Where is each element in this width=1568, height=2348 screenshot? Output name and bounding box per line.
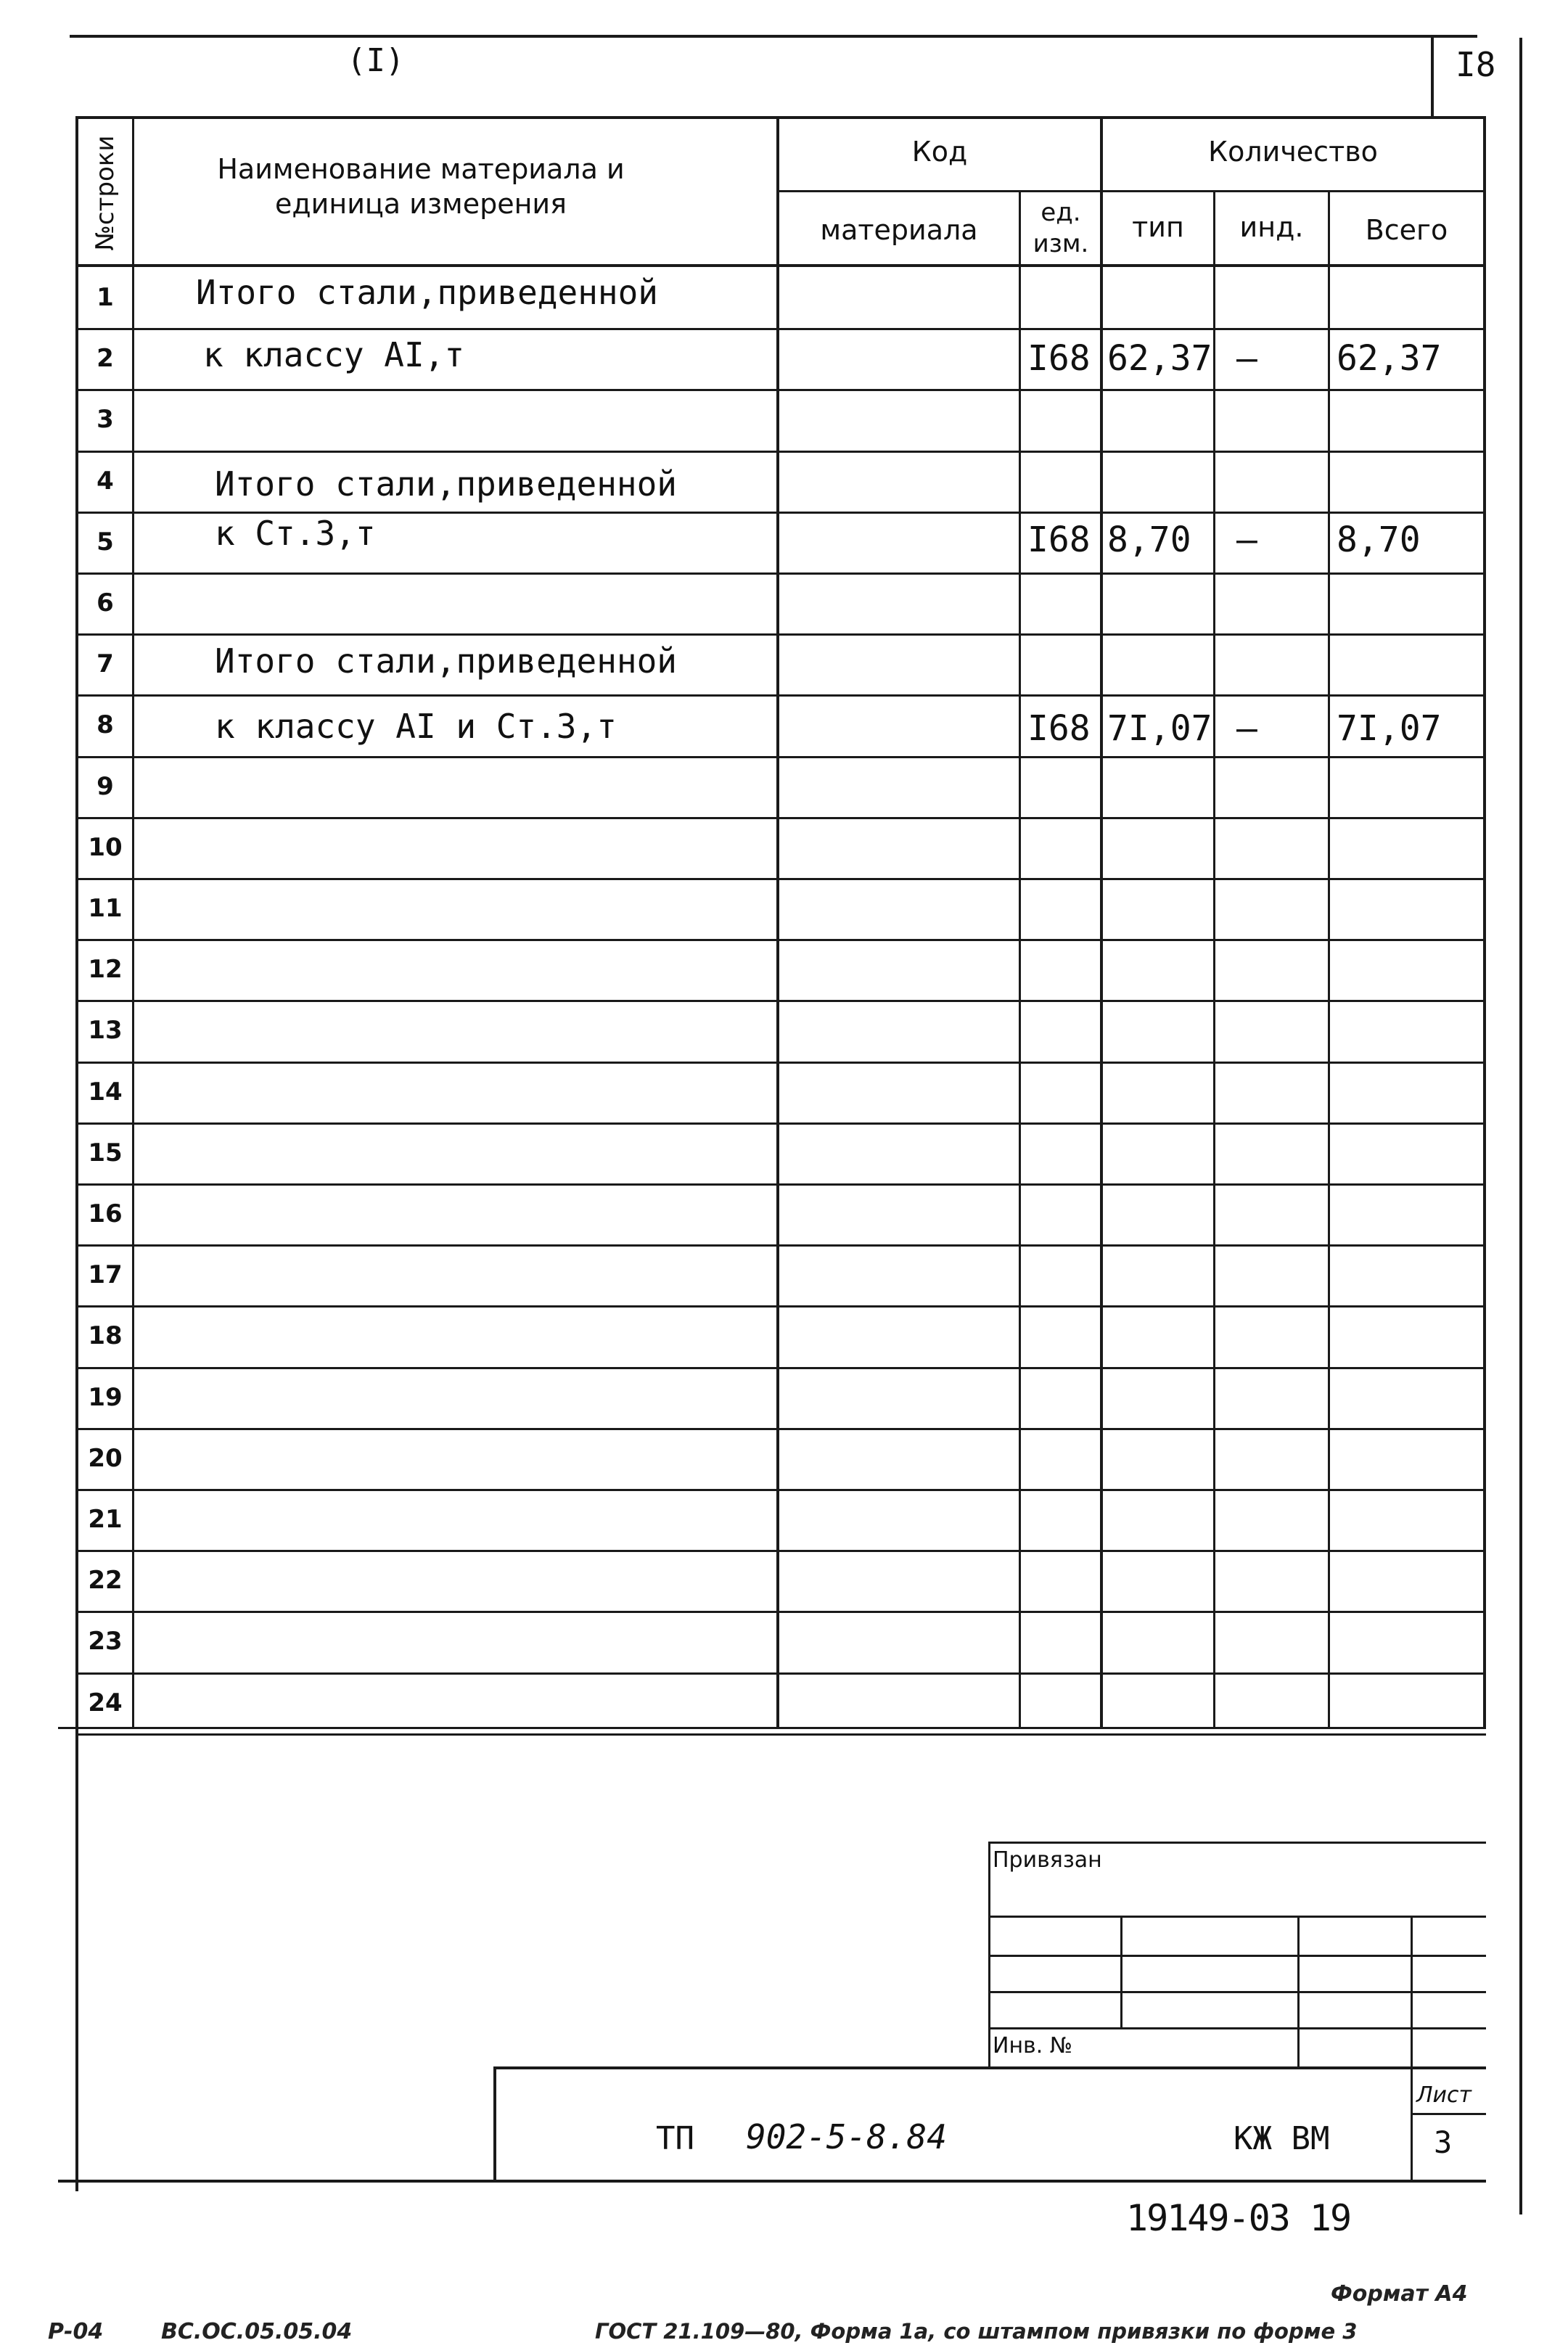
row-separator [75,756,1486,758]
row-separator [75,1489,1486,1491]
top-border-line [70,35,1477,38]
bound-label: Привязан [993,1847,1102,1873]
row-number: 10 [88,833,123,862]
col-row-label: №строки [91,135,120,251]
row-separator [75,817,1486,819]
entry-1-unit: I68 [1027,338,1091,379]
row-separator [75,878,1486,880]
row-number: 23 [88,1627,123,1656]
row-separator [75,633,1486,636]
entry-1-line1: Итого стали,приведенной [196,273,658,312]
row-number: 11 [88,894,123,923]
sheet-label: Лист [1416,2082,1472,2108]
row-separator [75,1000,1486,1002]
row-number: 13 [88,1016,123,1045]
doc-code: 902-5-8.84 [746,2117,947,2156]
row-separator [75,389,1486,391]
row-separator [75,328,1486,330]
row-separator [75,939,1486,941]
entry-2-ind: – [1236,520,1257,560]
entry-2-line1: Итого стали,приведенной [215,464,677,504]
entry-1-ind: – [1236,338,1257,379]
col-code-header: Код [911,136,968,168]
left-border-line [75,1727,78,2191]
row-number: 20 [88,1444,123,1473]
inv-label: Инв. № [993,2033,1073,2058]
page-number: I8 [1456,45,1496,84]
handwritten-number: 19149-03 19 [1126,2197,1351,2239]
col-ind-header: инд. [1239,211,1304,243]
format-label: Формат А4 [1331,2281,1468,2307]
top-marker: (I) [347,42,405,79]
sheet-value: 3 [1434,2125,1453,2160]
right-border-line [1519,38,1522,2214]
entry-3-line1: Итого стали,приведенной [215,641,677,681]
row-number: 1 [97,283,114,312]
row-separator [75,1244,1486,1247]
row-separator [75,572,1486,575]
row-number: 12 [88,955,123,984]
row-separator [75,694,1486,697]
row-separator [75,1672,1486,1675]
col-total-header: Всего [1365,214,1448,246]
row-separator [75,1062,1486,1064]
entry-3-unit: I68 [1027,708,1091,749]
entry-1-line2: к классу AI,т [203,335,465,374]
row-number: 5 [97,528,114,557]
row-separator [75,1122,1486,1125]
row-separator [75,1428,1486,1430]
footer-left-code2: ВС.ОС.05.05.04 [161,2319,353,2344]
entry-2-type: 8,70 [1107,520,1191,560]
footer-gost: ГОСТ 21.109—80, Форма 1а, со штампом привязки по форме 3 [595,2319,1358,2344]
entry-3-total: 7I,07 [1337,708,1442,749]
row-number: 7 [97,649,114,678]
row-number: 17 [88,1260,123,1289]
entry-1-type: 62,37 [1107,338,1212,379]
col-type-header: тип [1132,211,1184,243]
doc-mark: КЖ ВМ [1234,2120,1330,2157]
row-number: 22 [88,1566,123,1595]
row-separator [75,1183,1486,1186]
entry-3-type: 7I,07 [1107,708,1212,749]
col-material-header: материала [820,214,978,246]
row-number: 15 [88,1138,123,1167]
row-number: 16 [88,1199,123,1228]
row-separator [75,1305,1486,1308]
row-number: 9 [97,772,114,801]
entry-3-ind: – [1236,708,1257,749]
row-number: 24 [88,1688,123,1717]
footer-left-code: Р-04 [48,2319,104,2344]
doc-prefix: ТП [656,2120,694,2157]
entry-1-total: 62,37 [1337,338,1442,379]
row-separator [75,1550,1486,1552]
entry-2-line2: к Ст.3,т [215,514,376,553]
row-number: 6 [97,588,114,617]
row-number: 3 [97,405,114,434]
row-number: 19 [88,1383,123,1412]
entry-3-line2: к классу AI и Ст.3,т [215,707,617,746]
entry-2-unit: I68 [1027,520,1091,560]
col-qty-header: Количество [1208,136,1378,168]
row-number: 4 [97,467,114,496]
col-unit-header: ед. изм. [1033,198,1089,258]
row-separator [75,1733,1486,1736]
entry-2-total: 8,70 [1337,520,1421,560]
row-number: 14 [88,1077,123,1107]
row-separator [75,451,1486,453]
row-separator [75,1611,1486,1613]
row-number: 21 [88,1505,123,1534]
row-number: 8 [97,710,114,739]
row-number: 2 [97,344,114,373]
row-number: 18 [88,1321,123,1350]
header-divider-line [1431,38,1434,118]
row-separator [75,1367,1486,1369]
col-name-header: Наименование материала и единица измерения [217,153,625,220]
